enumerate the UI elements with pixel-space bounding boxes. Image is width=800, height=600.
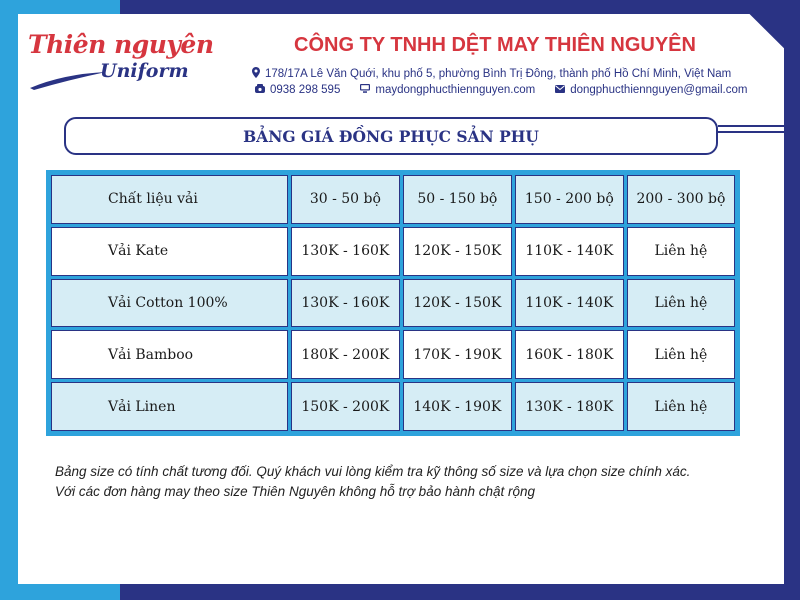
header-cell: 50 - 150 bộ [403, 175, 512, 224]
price-cell: 130K - 160K [291, 279, 400, 328]
website-link[interactable]: maydongphucthiennguyen.com [375, 84, 536, 96]
price-cell: 130K - 180K [515, 382, 624, 431]
footnote-line: Bảng size có tính chất tương đối. Quý khách vui lòng kiểm tra kỹ thông số size và lựa chọn size chính xác. [55, 464, 691, 479]
price-cell: 120K - 150K [403, 279, 512, 328]
material-cell: Vải Cotton 100% [51, 279, 288, 328]
phone-icon [255, 84, 265, 96]
price-cell: Liên hệ [627, 382, 735, 431]
title-banner [64, 117, 718, 155]
price-cell: 170K - 190K [403, 330, 512, 379]
footnote [55, 462, 775, 502]
price-cell: 140K - 190K [403, 382, 512, 431]
email-link[interactable]: dongphucthiennguyen@gmail.com [570, 84, 748, 96]
price-cell: Liên hệ [627, 227, 735, 276]
price-cell: 110K - 140K [515, 227, 624, 276]
material-cell: Vải Linen [51, 382, 288, 431]
price-cell: 160K - 180K [515, 330, 624, 379]
page-title: BẢNG GIÁ ĐỒNG PHỤC SẢN PHỤ [243, 126, 539, 146]
price-cell: 120K - 150K [403, 227, 512, 276]
price-table-frame [46, 170, 740, 436]
title-decoration [718, 125, 784, 139]
table-row [51, 330, 735, 379]
material-cell: Vải Kate [51, 227, 288, 276]
price-table [48, 172, 738, 434]
price-cell: Liên hệ [627, 330, 735, 379]
price-cell: 150K - 200K [291, 382, 400, 431]
price-cell: Liên hệ [627, 279, 735, 328]
header-cell: 150 - 200 bộ [515, 175, 624, 224]
phone-text[interactable]: 0938 298 595 [270, 84, 341, 96]
map-pin-icon [252, 67, 260, 81]
header-cell: 200 - 300 bộ [627, 175, 735, 224]
header-cell: Chất liệu vải [51, 175, 288, 224]
company-name: CÔNG TY TNHH DỆT MAY THIÊN NGUYÊN [294, 34, 696, 56]
table-row [51, 382, 735, 431]
logo-swoosh-icon [28, 70, 108, 92]
address-line [252, 67, 731, 81]
phone-line [255, 84, 340, 96]
footnote-line: Với các đơn hàng may theo size Thiên Nguyên không hỗ trợ bảo hành chật rộng [55, 484, 536, 499]
table-row [51, 227, 735, 276]
mail-icon [555, 85, 565, 96]
monitor-icon [360, 84, 370, 96]
material-cell: Vải Bamboo [51, 330, 288, 379]
table-row [51, 279, 735, 328]
price-cell: 110K - 140K [515, 279, 624, 328]
table-header-row [51, 175, 735, 224]
logo-subtitle: Uniform [100, 60, 189, 82]
price-cell: 180K - 200K [291, 330, 400, 379]
address-text: 178/17A Lê Văn Quới, khu phố 5, phường Bình Trị Đông, thành phố Hồ Chí Minh, Việt Nam [265, 68, 732, 80]
price-cell: 130K - 160K [291, 227, 400, 276]
website-line [360, 84, 535, 96]
brand-logo [28, 30, 214, 100]
logo-wordmark: Thiên nguyên [28, 30, 214, 59]
contact-row [255, 84, 747, 96]
header-cell: 30 - 50 bộ [291, 175, 400, 224]
email-line [555, 84, 747, 96]
